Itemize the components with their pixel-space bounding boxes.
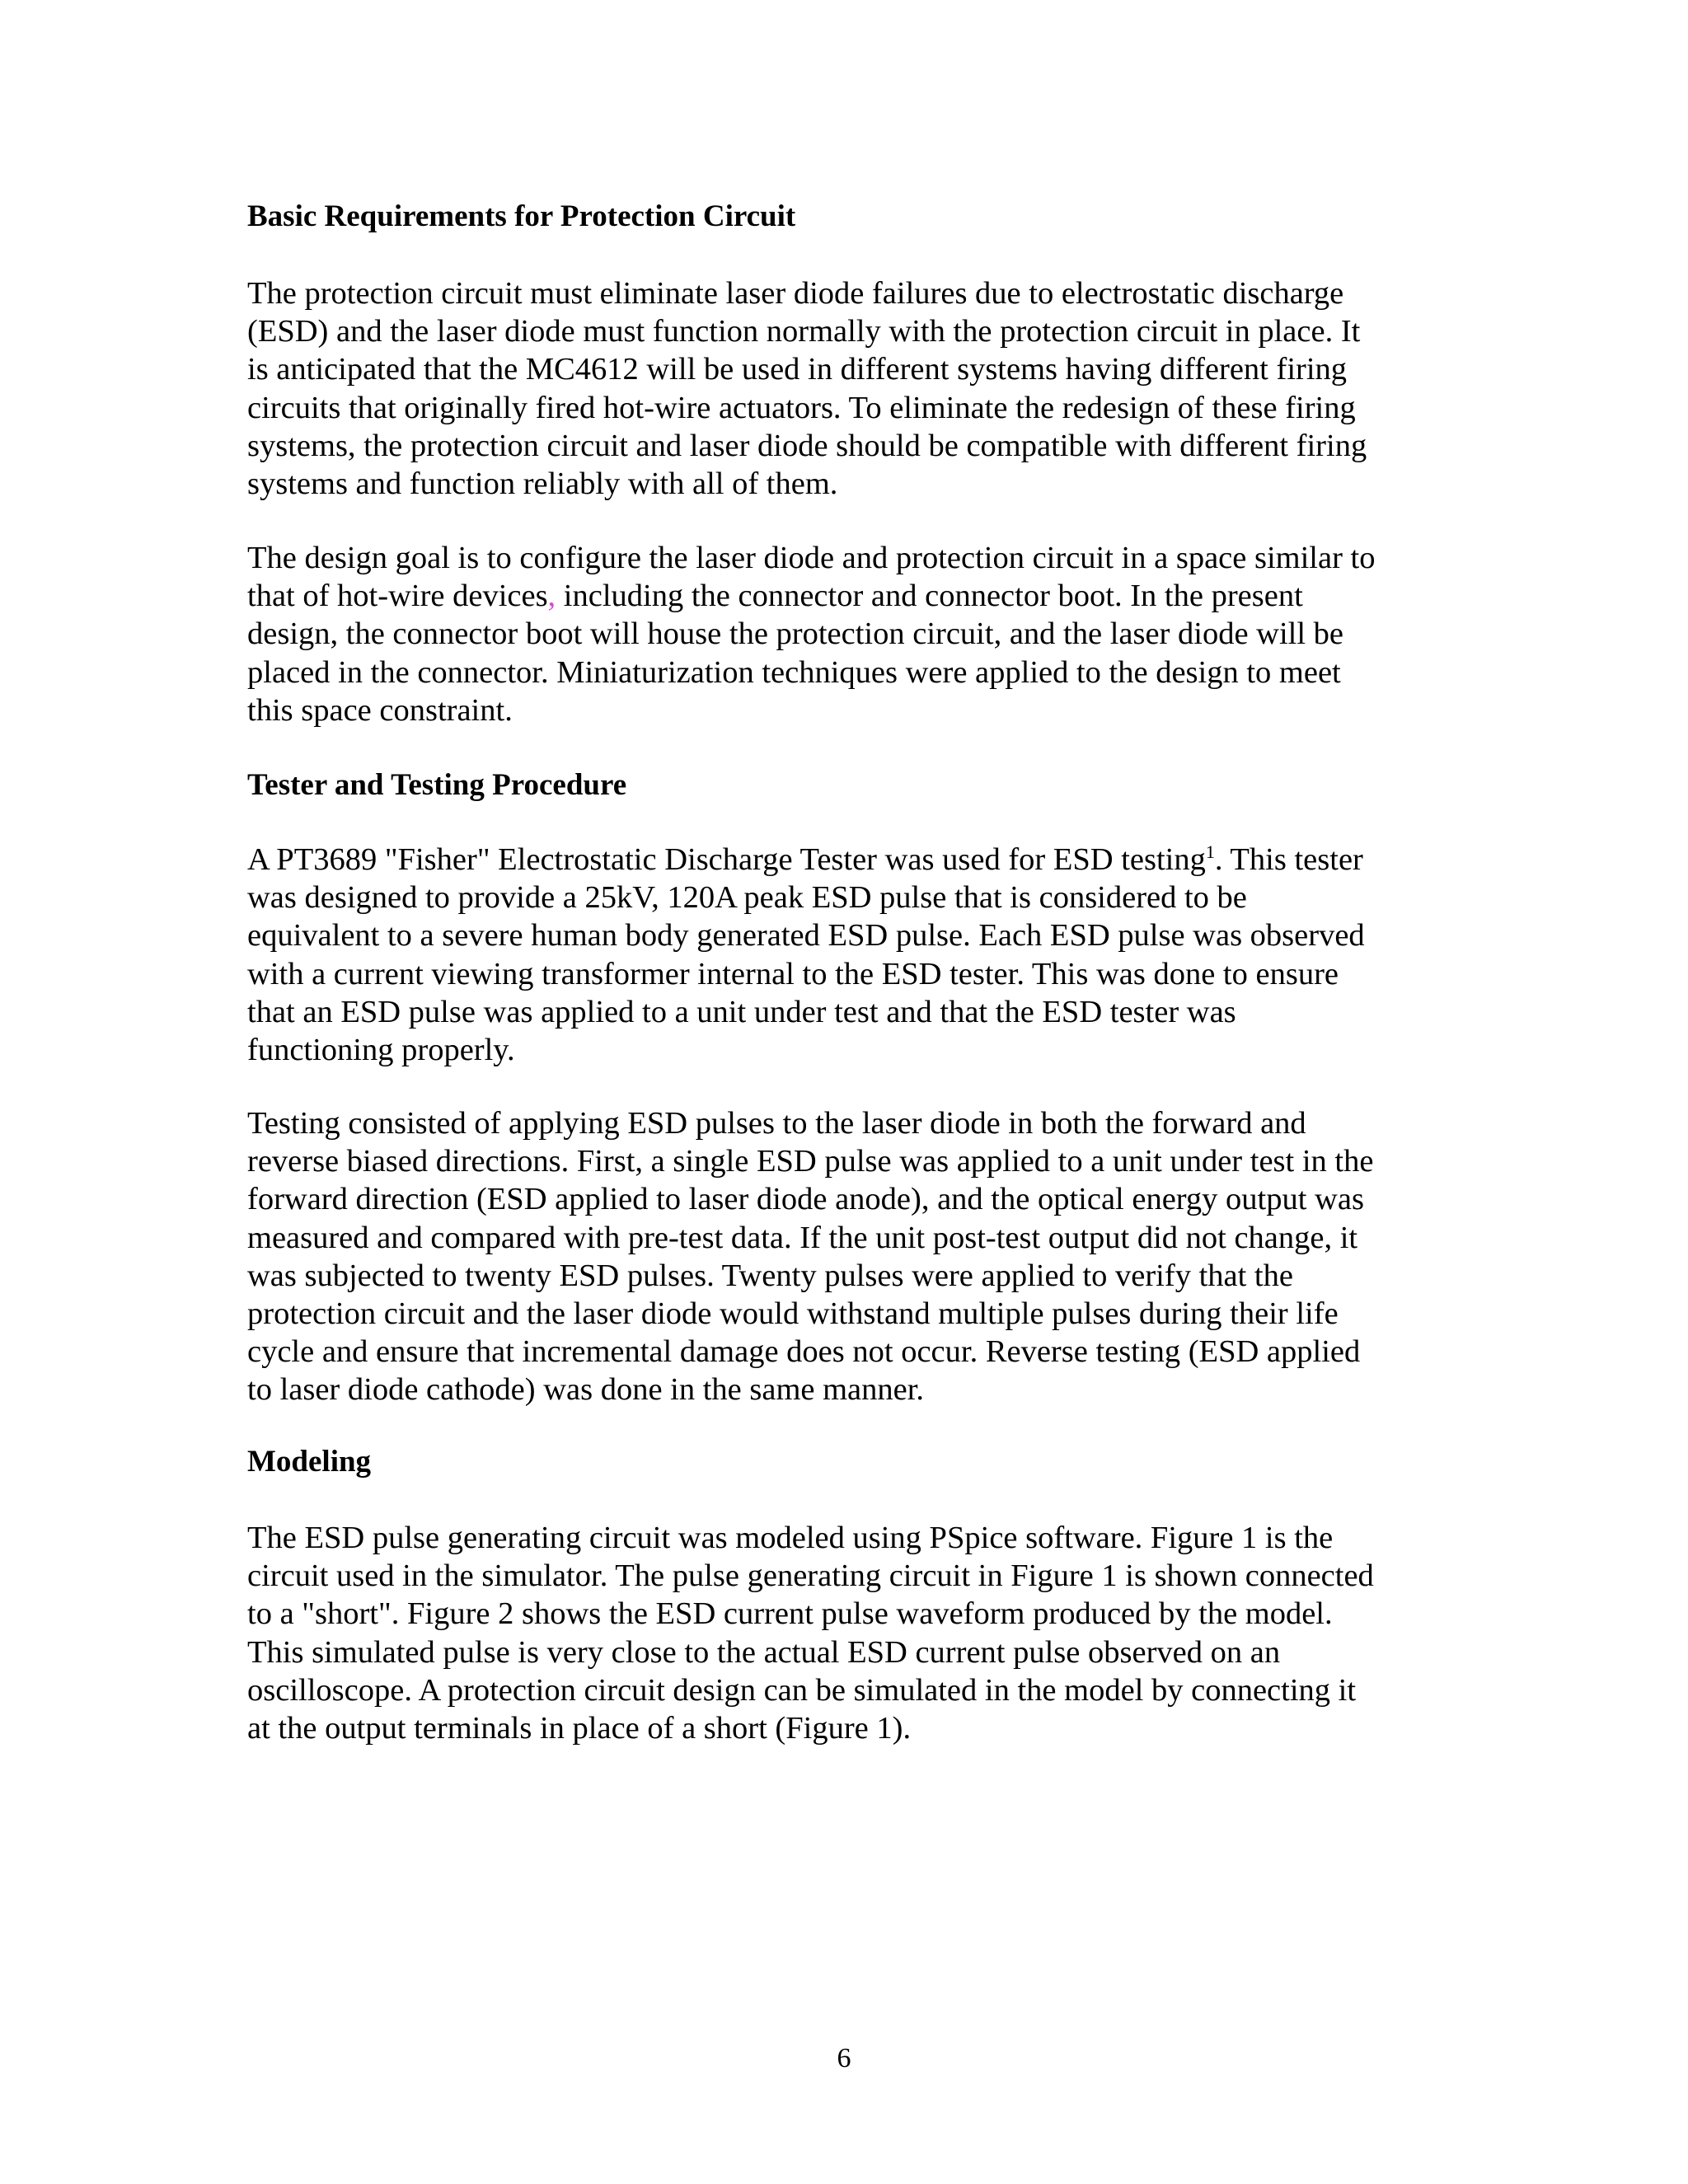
text-line: placed in the connector. Miniaturization techniques were applied to the design to meet <box>247 654 1341 690</box>
text-line: Testing consisted of applying ESD pulses to the laser diode in both the forward and <box>247 1106 1306 1141</box>
text-line: to laser diode cathode) was done in the same manner. <box>247 1372 925 1408</box>
text-line: The protection circuit must eliminate laser diode failures due to electrostatic discharge <box>247 276 1344 311</box>
text-line: circuit used in the simulator. The pulse generating circuit in Figure 1 is shown connected <box>247 1558 1374 1594</box>
text-line: equivalent to a severe human body generated ESD pulse. Each ESD pulse was observed <box>247 918 1365 954</box>
paragraph-protection-requirements <box>247 274 1451 503</box>
section-heading-modeling: Modeling <box>247 1445 372 1479</box>
text-line: this space constraint. <box>247 692 513 728</box>
text-line: design, the connector boot will house the protection circuit, and the laser diode will be <box>247 616 1344 652</box>
text-line: functioning properly. <box>247 1033 515 1068</box>
paragraph-esd-tester <box>247 841 1451 1069</box>
text-line: systems, the protection circuit and laser diode should be compatible with different firing <box>247 428 1367 463</box>
text-line: This simulated pulse is very close to the actual ESD current pulse observed on an <box>247 1634 1281 1670</box>
text-line: The design goal is to configure the laser diode and protection circuit in a space similar to <box>247 541 1376 575</box>
text-line: to a "short". Figure 2 shows the ESD current pulse waveform produced by the model. <box>247 1596 1333 1632</box>
text-run: . This tester <box>1214 842 1363 877</box>
text-line: circuits that originally fired hot-wire actuators. To eliminate the redesign of these firing <box>247 390 1356 425</box>
text-line: protection circuit and the laser diode would withstand multiple pulses during their life <box>247 1296 1339 1332</box>
text-line: measured and compared with pre-test data. If the unit post-test output did not change, it <box>247 1220 1358 1255</box>
text-line <box>247 841 1451 879</box>
footnote-reference: 1 <box>1205 841 1215 863</box>
text-line: was subjected to twenty ESD pulses. Twenty pulses were applied to verify that the <box>247 1258 1293 1293</box>
text-line <box>247 577 1451 615</box>
text-line: systems and function reliably with all of them. <box>247 466 838 502</box>
text-line: is anticipated that the MC4612 will be used in different systems having different firing <box>247 352 1348 387</box>
text-line: (ESD) and the laser diode must function normally with the protection circuit in place. It <box>247 314 1361 349</box>
text-line: forward direction (ESD applied to laser diode anode), and the optical energy output was <box>247 1182 1364 1217</box>
text-run: including the connector and connector boot. In the present <box>556 579 1303 614</box>
paragraph-modeling <box>247 1519 1451 1747</box>
text-line: The ESD pulse generating circuit was modeled using PSpice software. Figure 1 is the <box>247 1521 1334 1555</box>
text-run: A PT3689 "Fisher" Electrostatic Discharge Tester was used for ESD testing <box>247 842 1206 877</box>
section-heading-tester: Tester and Testing Procedure <box>247 768 627 802</box>
text-line: that an ESD pulse was applied to a unit under test and that the ESD tester was <box>247 994 1236 1029</box>
text-line: at the output terminals in place of a short (Figure 1). <box>247 1711 912 1746</box>
text-line: reverse biased directions. First, a single ESD pulse was applied to a unit under test in the <box>247 1144 1374 1179</box>
text-line: with a current viewing transformer internal to the ESD tester. This was done to ensure <box>247 956 1339 991</box>
paragraph-design-goal <box>247 539 1451 729</box>
text-line: was designed to provide a 25kV, 120A peak ESD pulse that is considered to be <box>247 880 1247 916</box>
text-line: oscilloscope. A protection circuit design can be simulated in the model by connecting it <box>247 1672 1357 1708</box>
text-line: cycle and ensure that incremental damage does not occur. Reverse testing (ESD applied <box>247 1334 1361 1370</box>
paragraph-testing-procedure <box>247 1104 1451 1409</box>
section-heading-basic-requirements: Basic Requirements for Protection Circuit <box>247 199 796 233</box>
page-number: 6 <box>837 2043 851 2074</box>
text-run: that of hot-wire devices <box>247 579 548 614</box>
accent-comma: , <box>547 579 556 614</box>
